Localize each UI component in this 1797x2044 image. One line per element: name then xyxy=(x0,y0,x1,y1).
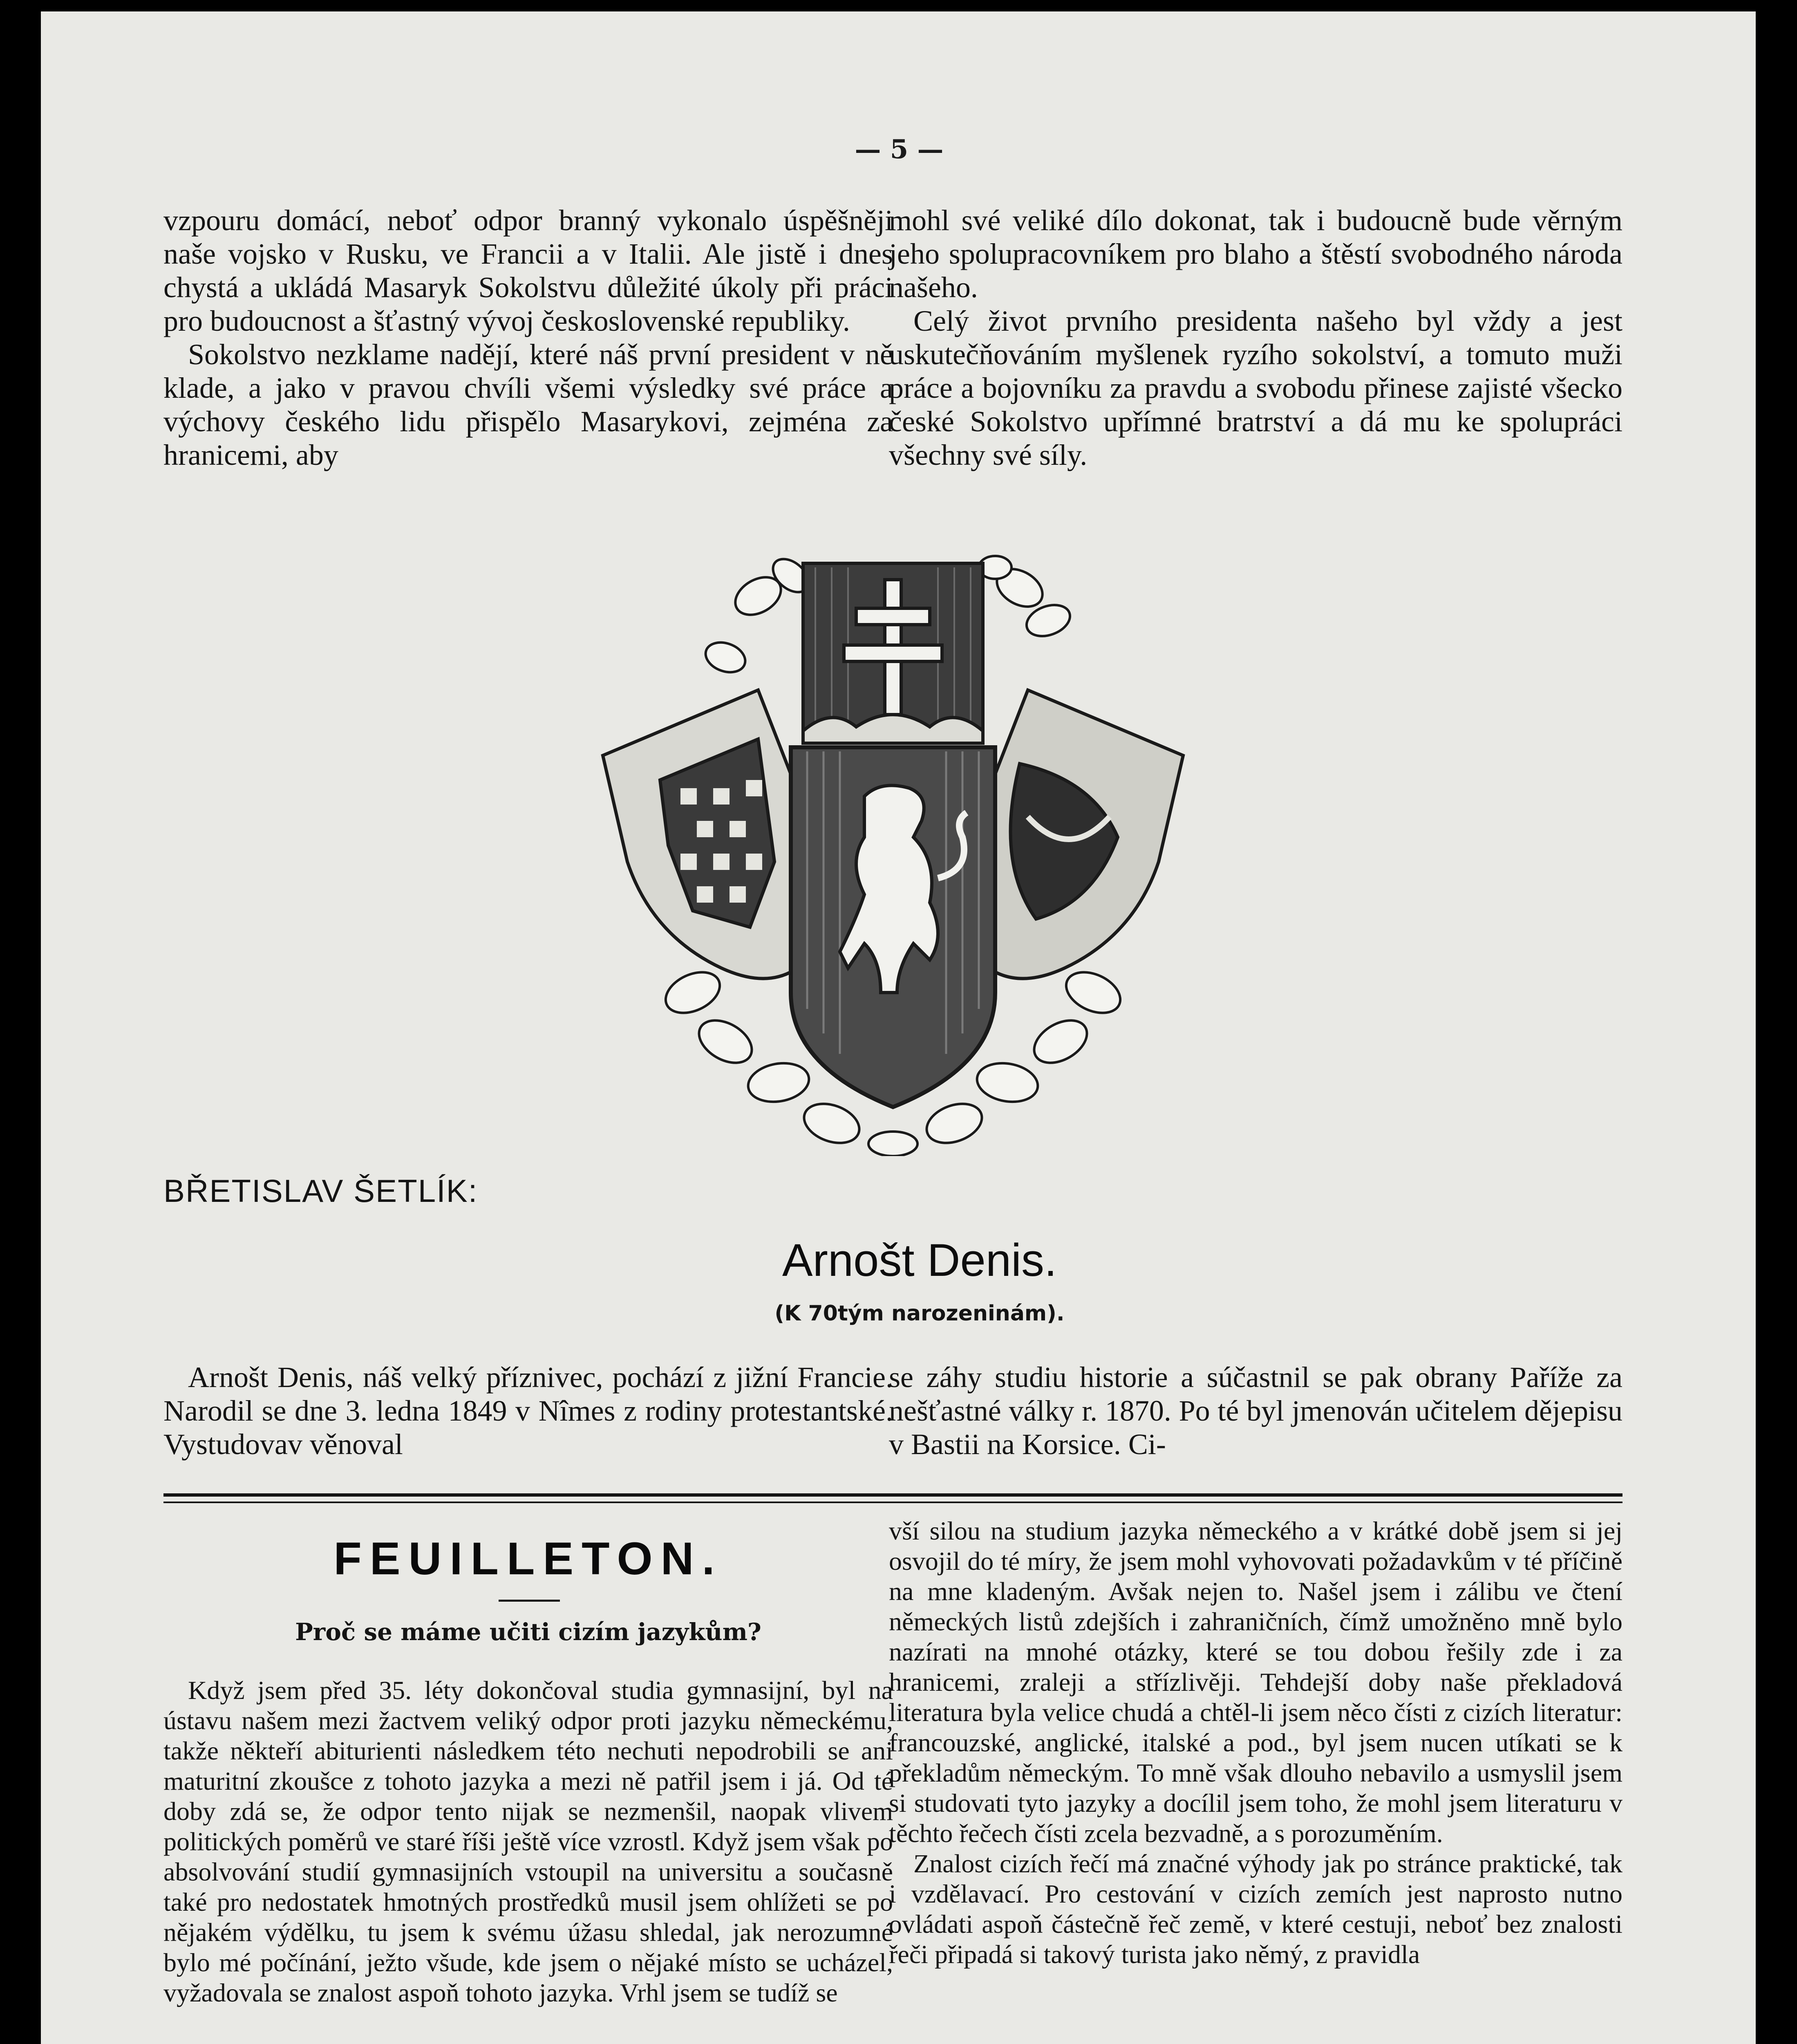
paragraph: se záhy studiu historie a súčastnil se pak obrany Paříže za nešťastné války r. 1870. Po té byl jmenován učitelem dějepisu v Bastii na Korsice. Ci- xyxy=(889,1361,1622,1461)
article-subtitle: (K 70tým narozeninám). xyxy=(774,1301,1065,1326)
paragraph: vší silou na studium jazyka německého a v krátké době jsem si jej osvojil do té míry, že jsem mohl vyhovovati požadavkům v té příčině na mne kladeným. Avšak nejen to. Našel jsem i zálibu ve čtení německých listů zdejších i zahraničních, čímž umožněno mně bylo nazírati na mnohé otázky, které se tou dobou řešily zde i za hranicemi, zraleji a střízlivěji. Tehdejší doby naše překladová literatura byla velice chudá a chtěl-li jsem něco čísti z cizích literatur: francouzské, anglické, italské a pod., byl jsem nucen utíkati se k překladům německým. To mně však dlouho nebavilo a usmyslil jsem si studovati tyto jazyky a docílil jsem toho, že mohl jsem literaturu v těchto řečech čísti zcela bezvadně, a s porozuměním. xyxy=(889,1516,1622,1848)
divider xyxy=(499,1600,560,1602)
top-right-column xyxy=(889,204,1622,472)
page-number: — 5 — xyxy=(855,134,944,165)
article-right-column xyxy=(889,1360,1622,1461)
paragraph: mohl své veliké dílo dokonat, tak i budoucně bude věrným jeho spolupracovníkem pro blaho a štěstí svobodného národa našeho. xyxy=(889,204,1622,304)
feuilleton-subheading: Proč se máme učiti cizím jazykům? xyxy=(295,1618,761,1646)
article-title: Arnošt Denis. xyxy=(782,1235,1057,1286)
czechoslovak-coat-of-arms-icon xyxy=(586,551,1199,1156)
paragraph: Když jsem před 35. léty dokončoval studia gymnasijní, byl na ústavu našem mezi žactvem veliký odpor proti jazyku německému, takže někteří abiturienti následkem této nechuti nepodrobili se ani maturitní zkoušce z tohoto jazyka a mezi ně patřil jsem i já. Od té doby zdá se, že odpor tento nijak se nezmenšil, naopak vlivem politických poměrů ve staré říši ještě více vzrostl. Když jsem však po absolvování studií gymnasijních vstoupil na universitu a současně také pro nedostatek hmotných prostředků musil jsem ohlížeti se po nějakém výdělku, tu jsem k svému úžasu shledal, jak nerozumné bylo mé počínání, ježto všude, kde jsem o nějaké místo se ucházel, vyžadovala se znalost aspoň tohoto jazyka. Vrhl jsem se tudíž se xyxy=(163,1676,893,2007)
top-left-column xyxy=(163,204,893,472)
paragraph: Arnošt Denis, náš velký příznivec, pochází z jižní Francie. Narodil se dne 3. ledna 1849 v Nîmes z rodiny protestantské. Vystudovav věnoval xyxy=(163,1361,893,1461)
paragraph: Sokolstvo nezklame nadějí, které náš první president v ně klade, a jako v pravou chvíli všemi výsledky své práce a výchovy českého lidu přispělo Masarykovi, zejména za hranicemi, aby xyxy=(163,338,893,471)
feuilleton-heading: FEUILLETON. xyxy=(333,1533,723,1584)
newspaper-page xyxy=(41,11,1756,2044)
divider xyxy=(889,1493,1622,1497)
divider xyxy=(163,1493,893,1497)
feuilleton-right-column xyxy=(889,1516,1622,1970)
divider xyxy=(889,1502,1622,1503)
divider xyxy=(163,1502,893,1503)
feuilleton-left-column xyxy=(163,1675,893,2008)
article-byline: BŘETISLAV ŠETLÍK: xyxy=(163,1173,478,1209)
paragraph: vzpouru domácí, neboť odpor branný vykonalo úspěšněji naše vojsko v Rusku, ve Francii a v Italii. Ale jistě i dnes chystá a ukládá Masaryk Sokolstvu důležité úkoly při práci pro budoucnost a šťastný vývoj československé republiky. xyxy=(163,204,893,337)
paragraph: Celý život prvního presidenta našeho byl vždy a jest uskutečňováním myšlenek ryzího sokolství, a tomuto muži práce a bojovníku za pravdu a svobodu přinese zajisté všecko české Sokolstvo upřímné bratrství a dá mu ke spolupráci všechny své síly. xyxy=(889,305,1622,471)
paragraph: Znalost cizích řečí má značné výhody jak po stránce praktické, tak i vzdělavací. Pro cestování v cizích zemích jest naprosto nutno ovládati aspoň částečně řeč země, v které cestuji, neboť bez znalosti řeči připadá si takový turista jako němý, z pravidla xyxy=(889,1849,1622,1969)
article-left-column xyxy=(163,1360,893,1461)
